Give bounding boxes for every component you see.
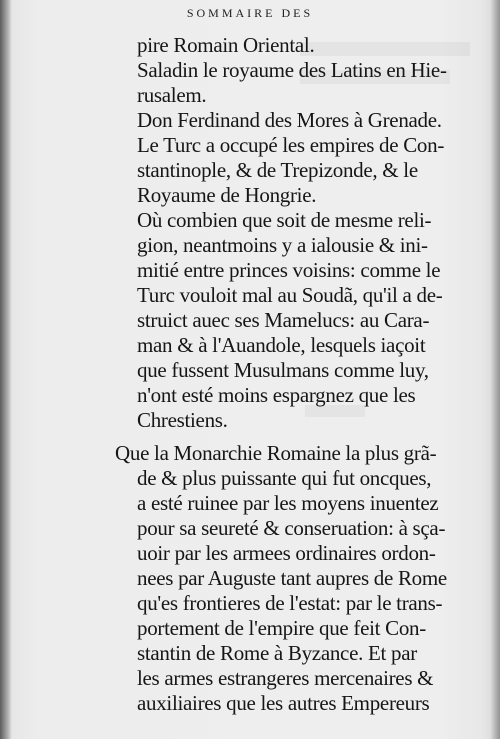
text-line: struict auec ses Mamelucs: au Cara- <box>137 308 430 332</box>
text-line: nees par Auguste tant aupres de Rome <box>137 566 447 590</box>
text-line: Que la Monarchie Romaine la plus grã- <box>115 441 437 465</box>
text-line: qu'es frontieres de l'estat: par le trans- <box>137 591 443 615</box>
text-line: n'ont esté moins espargnez que les <box>137 383 416 407</box>
text-line: Le Turc a occupé les empires de Con- <box>137 133 445 157</box>
text-line: de & plus puissante qui fut oncques, <box>137 466 432 490</box>
text-line: a esté ruinee par les moyens inuentez <box>137 491 439 515</box>
text-line: stantinople, & de Trepizonde, & le <box>137 158 418 182</box>
text-line: Royaume de Hongrie. <box>137 183 317 207</box>
text-line: pour sa seureté & conseruation: à sça- <box>137 516 446 540</box>
text-line: Chrestiens. <box>137 408 228 432</box>
text-line: les armes estrangeres mercenaires & <box>137 666 434 690</box>
text-line: Turc vouloit mal au Soudã, qu'il a de- <box>137 283 443 307</box>
text-line: que fussent Musulmans comme luy, <box>137 358 429 382</box>
text-line: rusalem. <box>137 83 207 107</box>
text-line: Don Ferdinand des Mores à Grenade. <box>137 108 442 132</box>
text-line: auxiliaires que les autres Empereurs <box>137 691 430 715</box>
text-line: stantin de Rome à Byzance. Et par <box>137 641 417 665</box>
text-line: uoir par les armees ordinaires ordon- <box>137 541 436 565</box>
text-line: man & à l'Auandole, lesquels iaçoit <box>137 333 426 357</box>
text-line: pire Romain Oriental. <box>137 33 315 57</box>
text-line: Saladin le royaume des Latins en Hie- <box>137 58 447 82</box>
text-line: Où combien que soit de mesme reli- <box>137 208 432 232</box>
running-header: SOMMAIRE DES <box>186 6 314 20</box>
text-line: gion, neantmoins y a ialousie & ini- <box>137 233 428 257</box>
text-line: portement de l'empire que feit Con- <box>137 616 426 640</box>
text-line: mitié entre princes voisins: comme le <box>137 258 441 282</box>
